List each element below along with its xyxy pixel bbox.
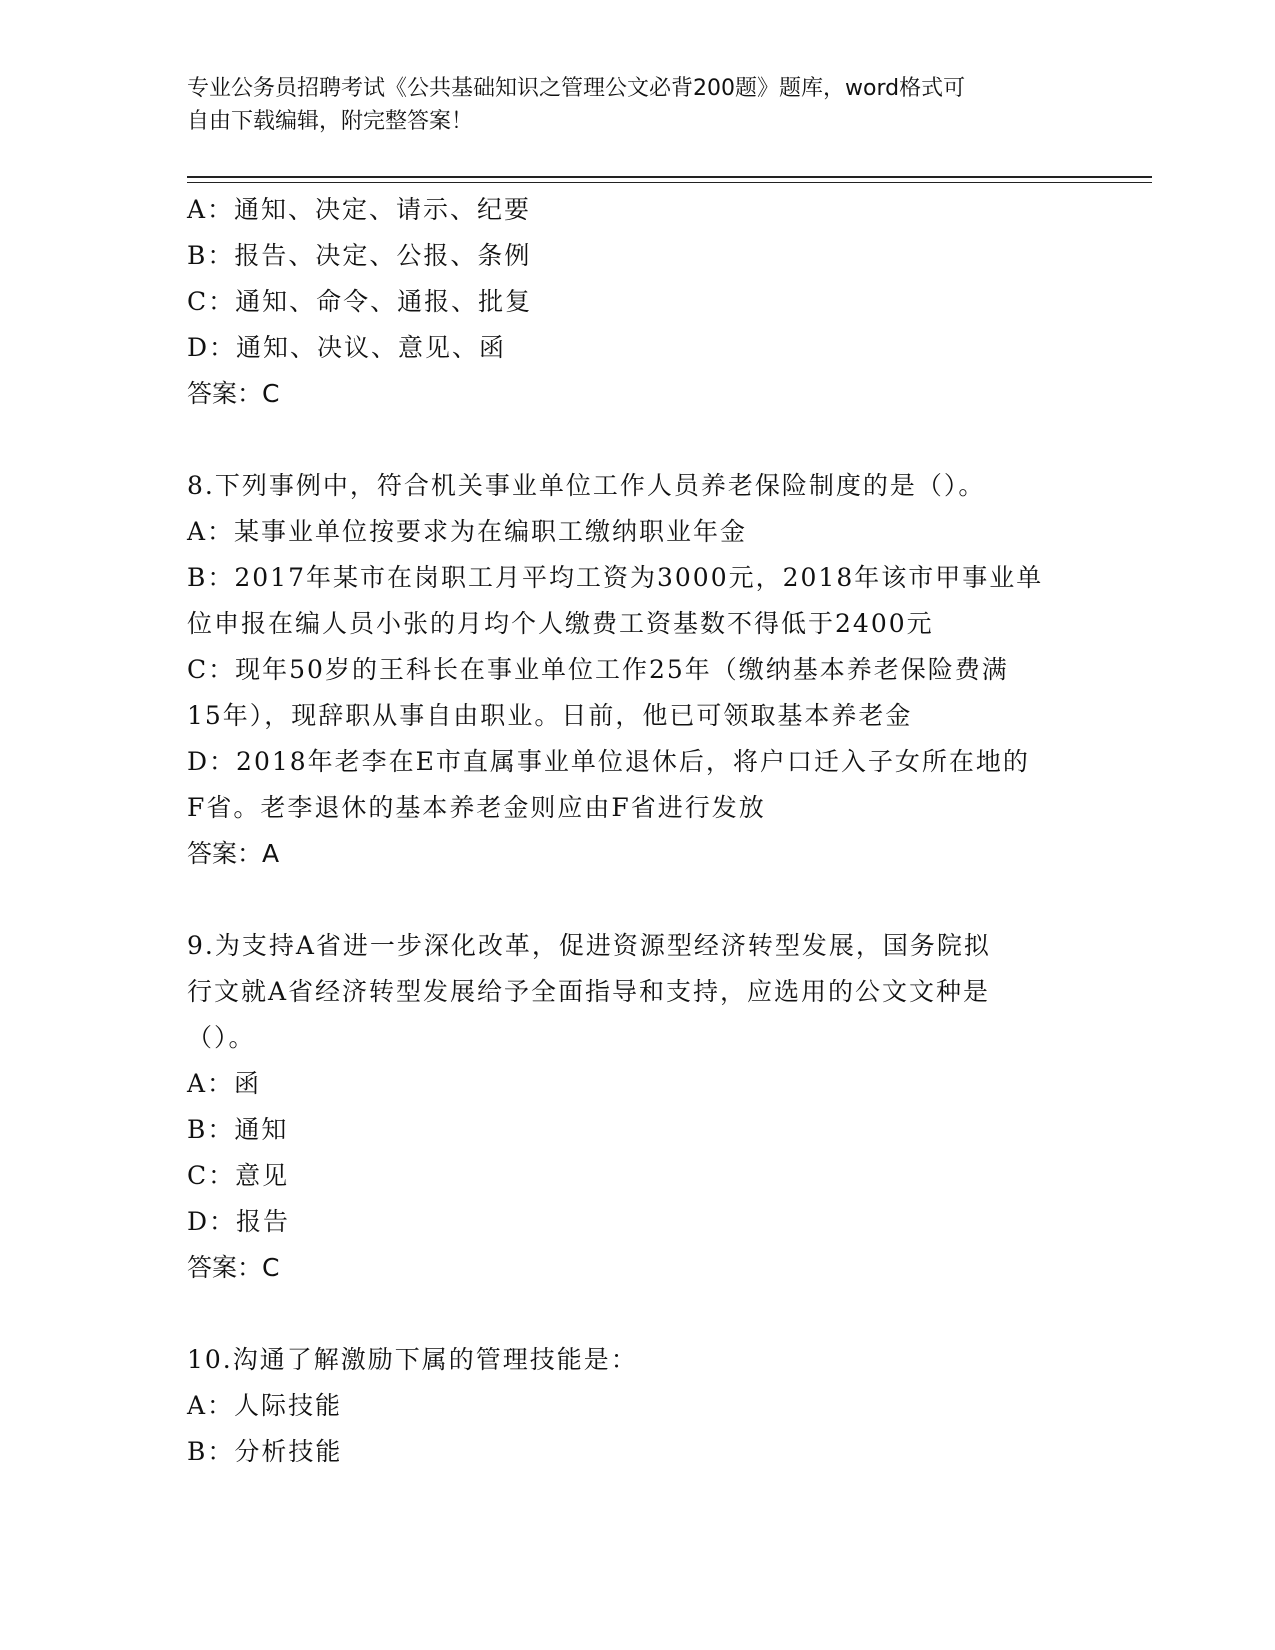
option-c: C：通知、命令、通报、批复 bbox=[187, 287, 533, 316]
header-divider-thick bbox=[187, 176, 1152, 178]
option-c-line-1: C：现年50岁的王科长在事业单位工作25年（缴纳基本养老保险费满 bbox=[187, 655, 1009, 684]
question-stem-line-1: 9.为支持A省进一步深化改革，促进资源型经济转型发展，国务院拟 bbox=[187, 931, 991, 960]
option-d-line-1: D：2018年老李在E市直属事业单位退休后，将户口迁入子女所在地的 bbox=[187, 747, 1030, 776]
answer: 答案：C bbox=[187, 1253, 280, 1282]
option-b-line-1: B：2017年某市在岗职工月平均工资为3000元，2018年该市甲事业单 bbox=[187, 563, 1044, 592]
question-stem: 10.沟通了解激励下属的管理技能是： bbox=[187, 1345, 638, 1374]
question-stem: 8.下列事例中，符合机关事业单位工作人员养老保险制度的是（）。 bbox=[187, 471, 986, 500]
option-b-line-2: 位申报在编人员小张的月均个人缴费工资基数不得低于2400元 bbox=[187, 609, 934, 638]
question-7 bbox=[187, 187, 1087, 417]
question-stem-line-2: 行文就A省经济转型发展给予全面指导和支持，应选用的公文文种是 bbox=[187, 977, 991, 1006]
option-a: A：通知、决定、请示、纪要 bbox=[187, 195, 532, 224]
answer: 答案：C bbox=[187, 379, 280, 408]
option-a: A：函 bbox=[187, 1069, 262, 1098]
answer: 答案：A bbox=[187, 839, 280, 868]
question-list bbox=[187, 187, 1087, 1475]
option-b: B：分析技能 bbox=[187, 1437, 343, 1466]
option-a: A：某事业单位按要求为在编职工缴纳职业年金 bbox=[187, 517, 748, 546]
option-c: C：意见 bbox=[187, 1161, 290, 1190]
option-d-line-2: F省。老李退休的基本养老金则应由F省进行发放 bbox=[187, 793, 766, 822]
question-8 bbox=[187, 463, 1087, 877]
option-d: D：通知、决议、意见、函 bbox=[187, 333, 507, 362]
question-10 bbox=[187, 1337, 1087, 1475]
question-stem-line-3: （）。 bbox=[187, 1023, 256, 1052]
question-9 bbox=[187, 923, 1087, 1291]
option-a: A：人际技能 bbox=[187, 1391, 343, 1420]
option-d: D：报告 bbox=[187, 1207, 291, 1236]
document-header bbox=[187, 72, 1067, 138]
option-c-line-2: 15年），现辞职从事自由职业。日前，他已可领取基本养老金 bbox=[187, 701, 913, 730]
header-line-2: 自由下载编辑，附完整答案！ bbox=[187, 109, 474, 134]
option-b: B：通知 bbox=[187, 1115, 289, 1144]
header-line-1: 专业公务员招聘考试《公共基础知识之管理公文必背200题》题库，word格式可 bbox=[187, 76, 966, 101]
option-b: B：报告、决定、公报、条例 bbox=[187, 241, 532, 270]
header-divider-thin bbox=[187, 182, 1152, 183]
